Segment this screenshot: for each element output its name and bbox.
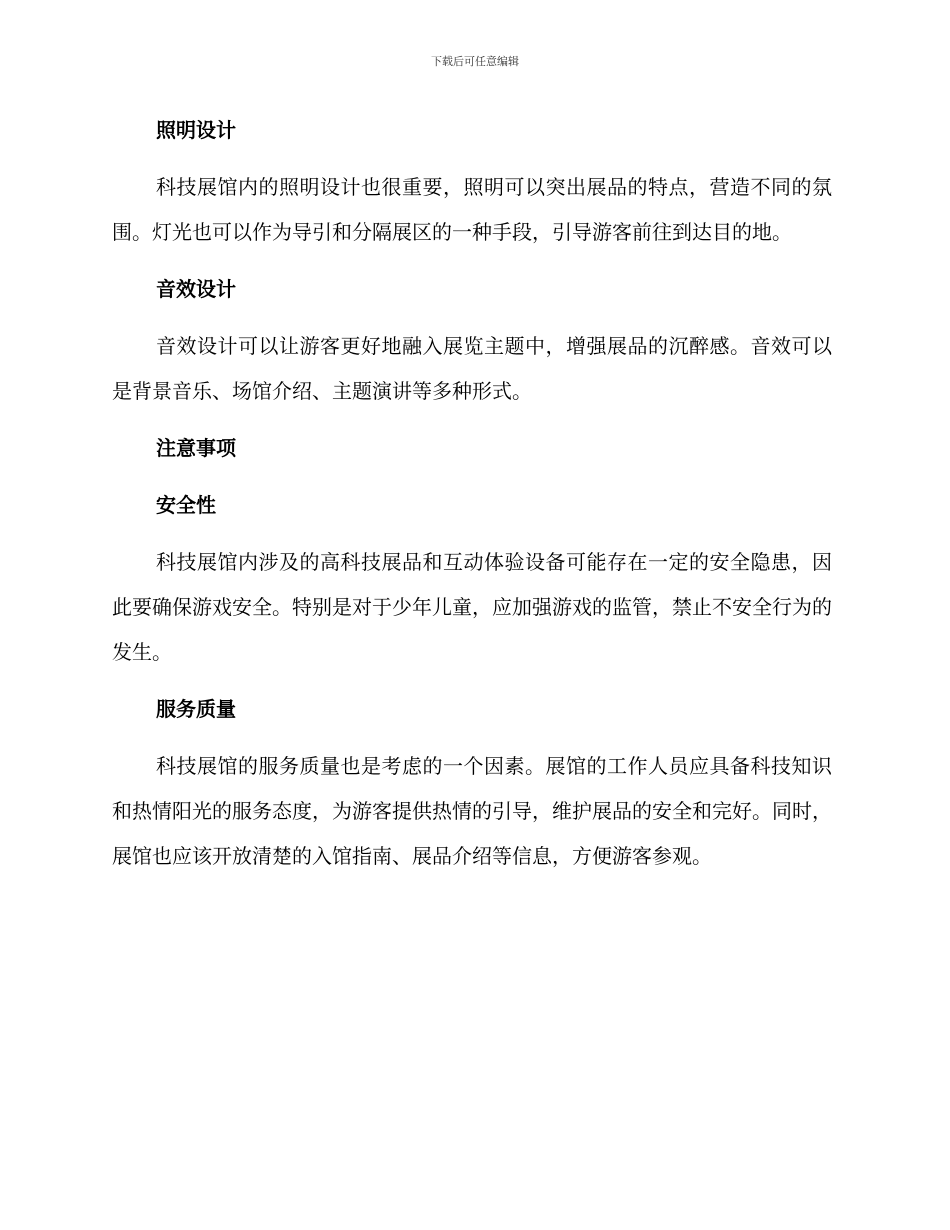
document-body [112,108,832,891]
section-heading-sound: 音效设计 [156,277,236,301]
section-paragraph-lighting: 科技展馆内的照明设计也很重要，照明可以突出展品的特点，营造不同的氛围。灯光也可以作为导引和分隔展区的一种手段，引导游客前往到达目的地。 [112,175,832,244]
section-heading-service: 服务质量 [156,697,236,721]
section-heading-notes: 注意事项 [156,436,236,460]
section-heading-safety: 安全性 [156,493,216,517]
section-paragraph-safety: 科技展馆内涉及的高科技展品和互动体验设备可能存在一定的安全隐患，因此要确保游戏安全。特别是对于少年儿童，应加强游戏的监管，禁止不安全行为的发生。 [112,550,832,664]
section-paragraph-sound: 音效设计可以让游客更好地融入展览主题中，增强展品的沉醉感。音效可以是背景音乐、场馆介绍、主题演讲等多种形式。 [112,334,832,403]
section-heading-lighting: 照明设计 [156,118,236,142]
section-paragraph-service: 科技展馆的服务质量也是考虑的一个因素。展馆的工作人员应具备科技知识和热情阳光的服务态度，为游客提供热情的引导，维护展品的安全和完好。同时，展馆也应该开放清楚的入馆指南、展品介绍等信息，方便游客参观。 [112,754,832,868]
page-header: 下载后可任意编辑 [431,55,519,68]
